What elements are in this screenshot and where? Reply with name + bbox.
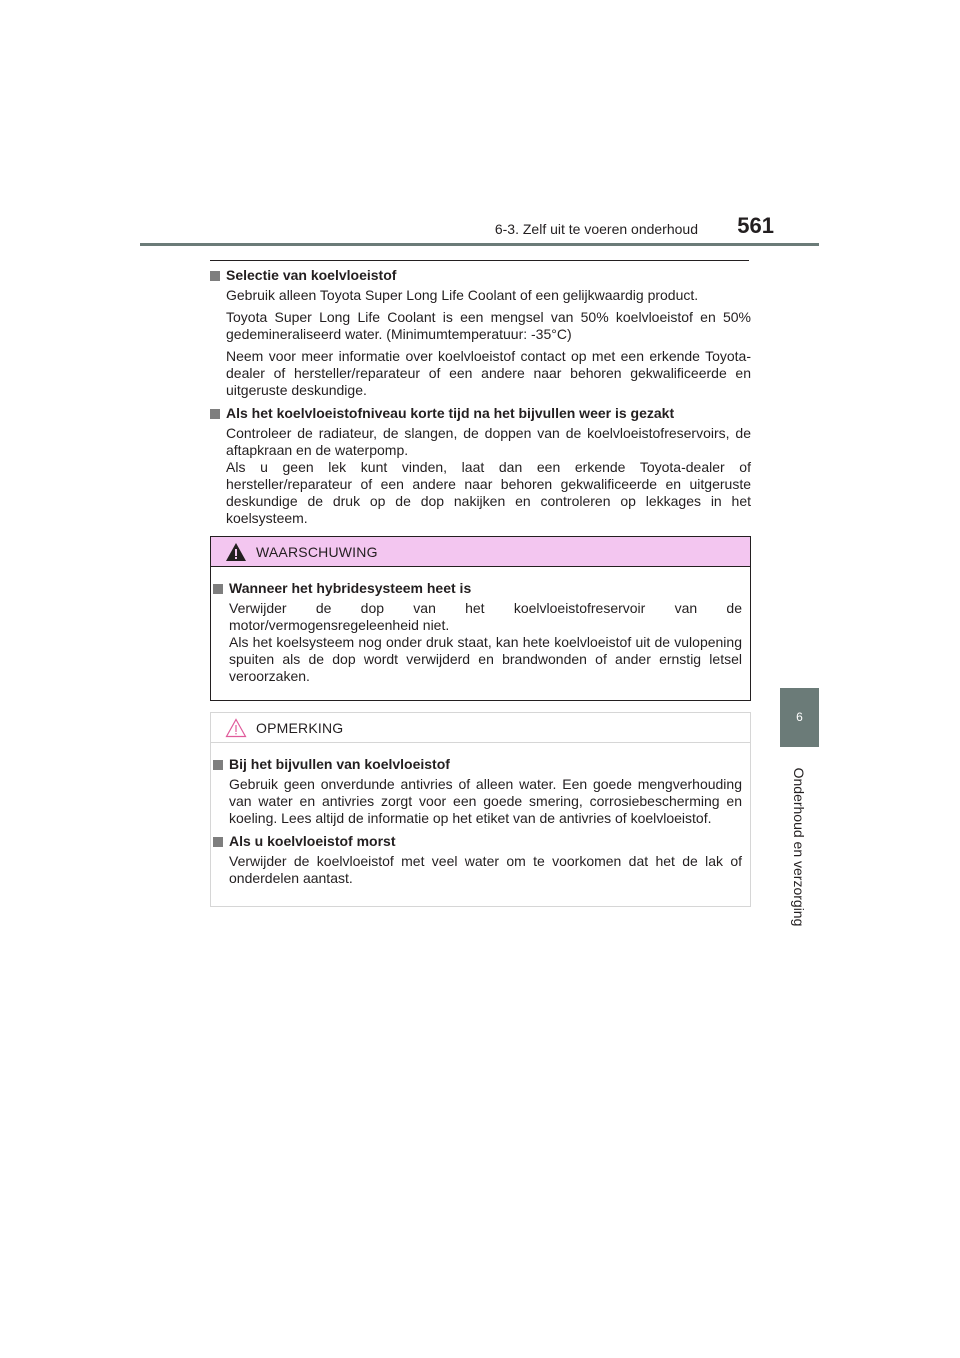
- paragraph: Controleer de radiateur, de slangen, de doppen van de koelvloeistofreservoirs, de aftapkraan en de waterpomp.: [226, 425, 751, 458]
- warning-box-body: [211, 567, 750, 700]
- paragraph: Verwijder de dop van het koelvloeistofreservoir van de motor/vermogensregeleenheid niet.: [229, 600, 742, 633]
- notice-box: [210, 712, 751, 907]
- section-heading: [213, 755, 742, 774]
- paragraph: Neem voor meer informatie over koelvloeistof contact op met een erkende Toyota-dealer of hersteller/reparateur of een andere naar behoren gekwalificeerde en uitgeruste deskundige.: [226, 348, 751, 398]
- notice-section-spill: [213, 832, 742, 887]
- chapter-number: 6: [796, 710, 803, 724]
- warning-title: WAARSCHUWING: [256, 543, 378, 560]
- paragraph: Gebruik alleen Toyota Super Long Life Coolant of een gelijkwaardig product.: [226, 287, 699, 303]
- running-header-title: 6-3. Zelf uit te voeren onderhoud: [494, 221, 698, 237]
- section-heading: [210, 266, 751, 285]
- page-number: 561: [737, 213, 774, 238]
- notice-title: OPMERKING: [256, 719, 344, 736]
- warning-box-header: [211, 537, 750, 567]
- square-bullet-icon: [210, 409, 220, 419]
- square-bullet-icon: [210, 271, 220, 281]
- notice-box-body: [211, 743, 750, 906]
- chapter-label: Onderhoud en verzorging: [791, 767, 807, 927]
- square-bullet-icon: [213, 837, 223, 847]
- warning-box: [210, 536, 751, 701]
- notice-triangle-outline-icon: [225, 718, 247, 738]
- section-heading-text: Als u koelvloeistof morst: [229, 833, 396, 849]
- notice-box-header: [211, 713, 750, 743]
- section-top-rule: [210, 260, 749, 261]
- paragraph: Toyota Super Long Life Coolant is een mengsel van 50% koelvloeistof en 50% gedemineraliseerd water. (Minimumtemperatuur: -35°C): [226, 309, 751, 342]
- section-heading-text: Selectie van koelvloeistof: [226, 267, 397, 283]
- warning-section-hot-hybrid-system: [213, 579, 742, 685]
- section-heading-text: Wanneer het hybridesysteem heet is: [229, 580, 472, 596]
- section-heading: [213, 832, 742, 851]
- paragraph: Verwijder de koelvloeistof met veel water om te voorkomen dat het de lak of onderdelen aantast.: [229, 853, 742, 886]
- paragraph: Als u geen lek kunt vinden, laat dan een erkende Toyota-dealer of hersteller/reparateur of een andere naar behoren gekwalificeerde en uitgeruste deskundige de druk op de dop nakijken en controleren op lekkages in het koelsysteem.: [226, 459, 751, 526]
- section-coolant-level-dropped: [210, 404, 751, 527]
- square-bullet-icon: [213, 584, 223, 594]
- page-content: [210, 266, 751, 907]
- paragraph: Als het koelsysteem nog onder druk staat, kan hete koelvloeistof uit de vulopening spuiten als de dop wordt verwijderd en brandwonden of ander ernstig letsel veroorzaken.: [229, 634, 742, 684]
- chapter-tab: [780, 688, 819, 747]
- section-heading: [210, 404, 751, 423]
- warning-triangle-icon: [225, 542, 247, 562]
- section-heading-text: Bij het bijvullen van koelvloeistof: [229, 756, 450, 772]
- section-heading: [213, 579, 742, 598]
- section-coolant-selection: [210, 266, 751, 399]
- section-heading-text: Als het koelvloeistofniveau korte tijd na het bijvullen weer is gezakt: [226, 405, 675, 421]
- header-rule: [140, 243, 819, 246]
- notice-section-refilling: [213, 755, 742, 827]
- square-bullet-icon: [213, 760, 223, 770]
- paragraph: Gebruik geen onverdunde antivries of alleen water. Een goede mengverhouding van water en antivries zorgt voor een goede smering, corrosiebescherming en koeling. Lees altijd de informatie op het etiket van de antivries of koelvloeistof.: [229, 776, 742, 826]
